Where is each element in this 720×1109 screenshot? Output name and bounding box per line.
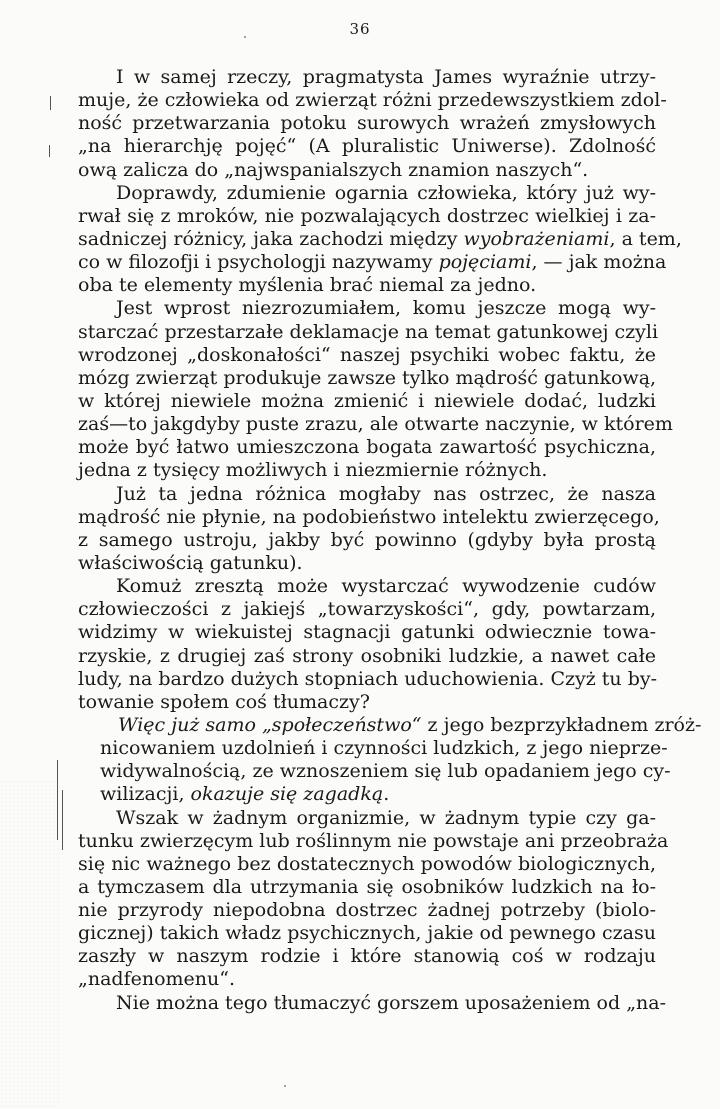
text-line: mądrość nie płynie, na podobieństwo intelektu zwierzęcego, (78, 505, 660, 528)
text-line: Wszak w żadnym organizmie, w żadnym typie czy ga- (116, 806, 656, 829)
text-line: widzimy w wiekuistej stagnacji gatunki odwiecznie towa- (78, 621, 656, 644)
text-line: I w samej rzeczy, pragmatysta James wyraźnie utrzy- (116, 66, 656, 88)
text-line: Już ta jedna różnica mogłaby nas ostrzec, że nasza (116, 482, 656, 505)
ink-speck (284, 1085, 286, 1087)
text-line: oba te elementy myślenia brać niemal za jedno. (78, 274, 537, 297)
text-line: może być łatwo umieszczona bogata zawartość psychiczna, (78, 436, 656, 459)
text-line: zaś—to jakgdyby puste zrazu, ale otwarte naczynie, w którem (78, 413, 673, 436)
text-line: widywalnością, ze wznoszeniem się lub opadaniem jego cy- (100, 760, 671, 783)
text-line: rwał się z mroków, nie pozwalających dostrzec wielkiej i za- (78, 204, 656, 227)
text-line: z samego ustroju, jakby być powinno (gdyby była prostą (78, 528, 656, 551)
ink-speck (244, 36, 246, 38)
text-line: Jest wprost niezrozumiałem, komu jeszcze mogą wy- (116, 297, 656, 320)
text-line: „na hierarchję pojęć“ (A pluralistic Uniwerse). Zdolność (78, 135, 656, 158)
text-line: Nie można tego tłumaczyć gorszem uposażeniem od „na- (116, 991, 667, 1014)
text-line: mózg zwierząt produkuje zawsze tylko mądrość gatunkową, (78, 366, 657, 389)
text-line: wrodzonej „doskonałości“ naszej psychiki wobec faktu, że (78, 343, 656, 366)
page-number: 36 (349, 20, 371, 38)
text-line: zaszły w naszym rodzie i które stanowią coś w rodzaju (78, 945, 656, 968)
text-line: ową zalicza do „najwspanialszych znamion naszych“. (78, 158, 589, 181)
margin-mark (50, 96, 51, 110)
text-line: rzyskie, z drugiej zaś strony osobniki ludzkie, a nawet całe (78, 644, 656, 667)
text-line: a tymczasem dla utrzymania się osobników ludzkich na ło- (78, 875, 656, 898)
scan-edge-noise (0, 780, 60, 1109)
text-line: Więc już samo „społeczeństwo“ z jego bezprzykładnem zróż- (118, 713, 702, 736)
text-line: Komuż zresztą może wystarczać wywodzenie cudów (116, 575, 656, 598)
margin-mark (49, 145, 50, 157)
text-line: właściwością gatunku). (78, 551, 303, 574)
text-line: wilizacji, okazuje się zagadką. (100, 783, 390, 806)
text-line: towanie społem coś tłumaczy? (78, 690, 370, 713)
text-line: muje, że człowieka od zwierząt różni przedewszystkiem zdol- (78, 89, 667, 112)
text-line: ludy, na bardzo dużych stopniach uduchowienia. Czyż tu by- (78, 667, 658, 690)
text-line: starczać przestarzałe deklamacje na temat gatunkowej czyli (78, 320, 659, 343)
text-line: nie przyrody niepodobna dostrzec żadnej potrzeby (biolo- (78, 899, 656, 922)
text-line: Doprawdy, zdumienie ogarnia człowieka, który już wy- (116, 181, 656, 204)
text-line: się nic ważnego bez dostatecznych powodów biologicznych, (78, 852, 656, 875)
text-line: nicowaniem uzdolnień i czynności ludzkich, z jego nieprze- (100, 737, 668, 760)
text-line: tunku zwierzęcym lub roślinnym nie powstaje ani przeobraża (78, 829, 669, 852)
margin-mark (57, 760, 58, 840)
text-line: sadniczej różnicy, jaka zachodzi między wyobrażeniami, a tem, (78, 227, 682, 250)
text-line: jedna z tysięcy możliwych i niezmiernie różnych. (78, 459, 548, 482)
text-line: co w filozofji i psychologji nazywamy pojęciami, — jak można (78, 251, 667, 274)
text-line: „nadfenomenu“. (78, 968, 236, 991)
text-line: gicznej) takich władz psychicznych, jakie od pewnego czasu (78, 922, 656, 945)
body-text (78, 66, 702, 1015)
text-line: w której niewiele można zmienić i niewiele dodać, ludzki (78, 389, 656, 412)
margin-mark (62, 790, 63, 850)
text-line: ność przetwarzania potoku surowych wrażeń zmysłowych (78, 112, 656, 135)
text-line: człowieczości z jakiejś „towarzyskości“, gdy, powtarzam, (78, 598, 656, 621)
